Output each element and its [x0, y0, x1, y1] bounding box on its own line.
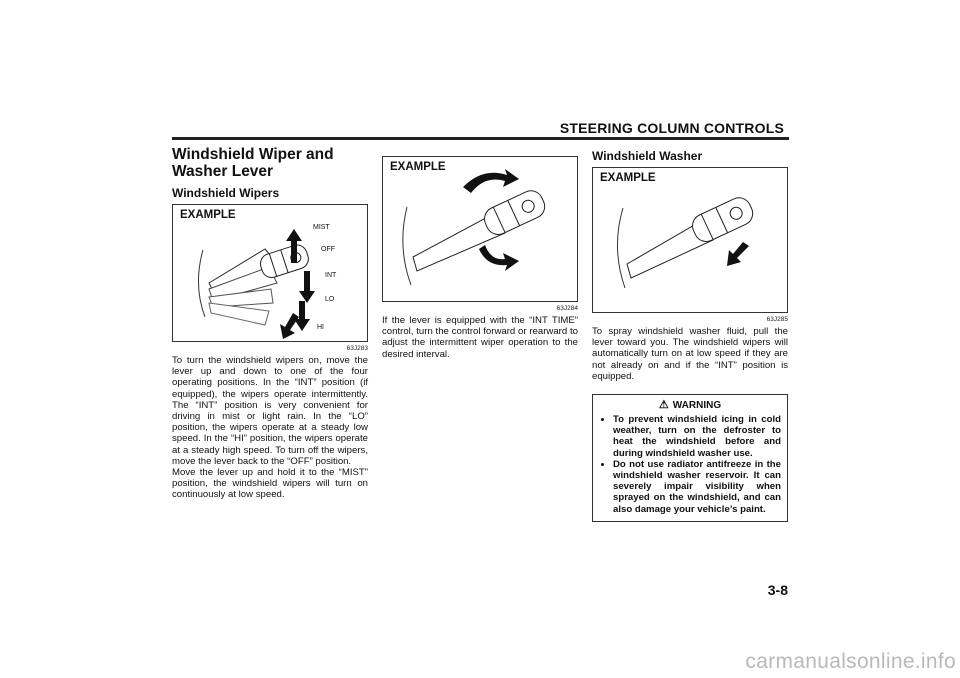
figure-code: 63J284 [556, 305, 578, 312]
position-hi: HI [317, 324, 324, 331]
warning-title: WARNING [672, 400, 722, 412]
washer-lever-illustration [593, 168, 787, 312]
position-lo: LO [325, 296, 335, 303]
wipers-paragraph-2: Move the lever up and hold it to the “MIST” position, the windshield wipers will turn on continuously at low speed. [172, 467, 368, 501]
warning-box [592, 394, 788, 522]
figure-label: EXAMPLE [390, 161, 446, 173]
int-time-lever-illustration [383, 157, 577, 301]
washer-paragraph: To spray windshield washer fluid, pull the lever toward you. The windshield wipers will automatically turn on at low speed if they are not already on and if the “INT” position is equipped. [592, 326, 788, 382]
figure-code: 63J285 [766, 316, 788, 323]
watermark: carmanualsonline.info [745, 650, 956, 673]
wiper-positions-figure [172, 204, 368, 342]
warning-item: • To prevent windshield icing in cold weather, turn on the defroster to heat the windshield before and during windshield washer use. [613, 414, 781, 459]
figure-label: EXAMPLE [180, 209, 236, 221]
wipers-paragraph-1: To turn the windshield wipers on, move the lever up and down to one of the four operating positions. In the “INT” position (if equipped), the wipers operate intermittently. The “INT” position is very convenient for driving in mist or light rain. In the “LO” position, the wipers operate at a steady low speed. In the “HI” position, the wipers operate at a steady high speed. To turn off the wipers, move the lever back to the “OFF” position. [172, 355, 368, 467]
figure-label: EXAMPLE [600, 172, 656, 184]
position-off: OFF [321, 246, 335, 253]
warning-header [599, 398, 781, 411]
warning-icon: ⚠ [658, 399, 669, 412]
column-washer [592, 146, 788, 522]
warning-item: • Do not use radiator antifreeze in the windshield washer reservoir. It can severely impair visibility when sprayed on the windshield, and can also damage your vehicle’s paint. [613, 459, 781, 515]
int-time-figure [382, 156, 578, 302]
page-number: 3-8 [767, 582, 788, 598]
wipers-subtitle: Windshield Wipers [172, 186, 280, 200]
figure-code: 63J283 [346, 345, 368, 352]
header-rule [172, 137, 789, 140]
column-int-time [382, 156, 578, 360]
int-time-paragraph: If the lever is equipped with the “INT TIME” control, turn the control forward or rearward to adjust the intermittent wiper operation to the desired interval. [382, 315, 578, 360]
page-header [0, 0, 960, 140]
washer-figure [592, 167, 788, 313]
section-title: STEERING COLUMN CONTROLS [559, 120, 784, 136]
warning-list [599, 414, 781, 515]
position-int: INT [325, 272, 337, 279]
column-wipers [172, 146, 368, 501]
position-mist: MIST [313, 224, 330, 231]
washer-subtitle: Windshield Washer [592, 149, 703, 163]
wiper-lever-illustration [173, 205, 367, 341]
page-title: Windshield Wiper and Washer Lever [172, 146, 334, 180]
